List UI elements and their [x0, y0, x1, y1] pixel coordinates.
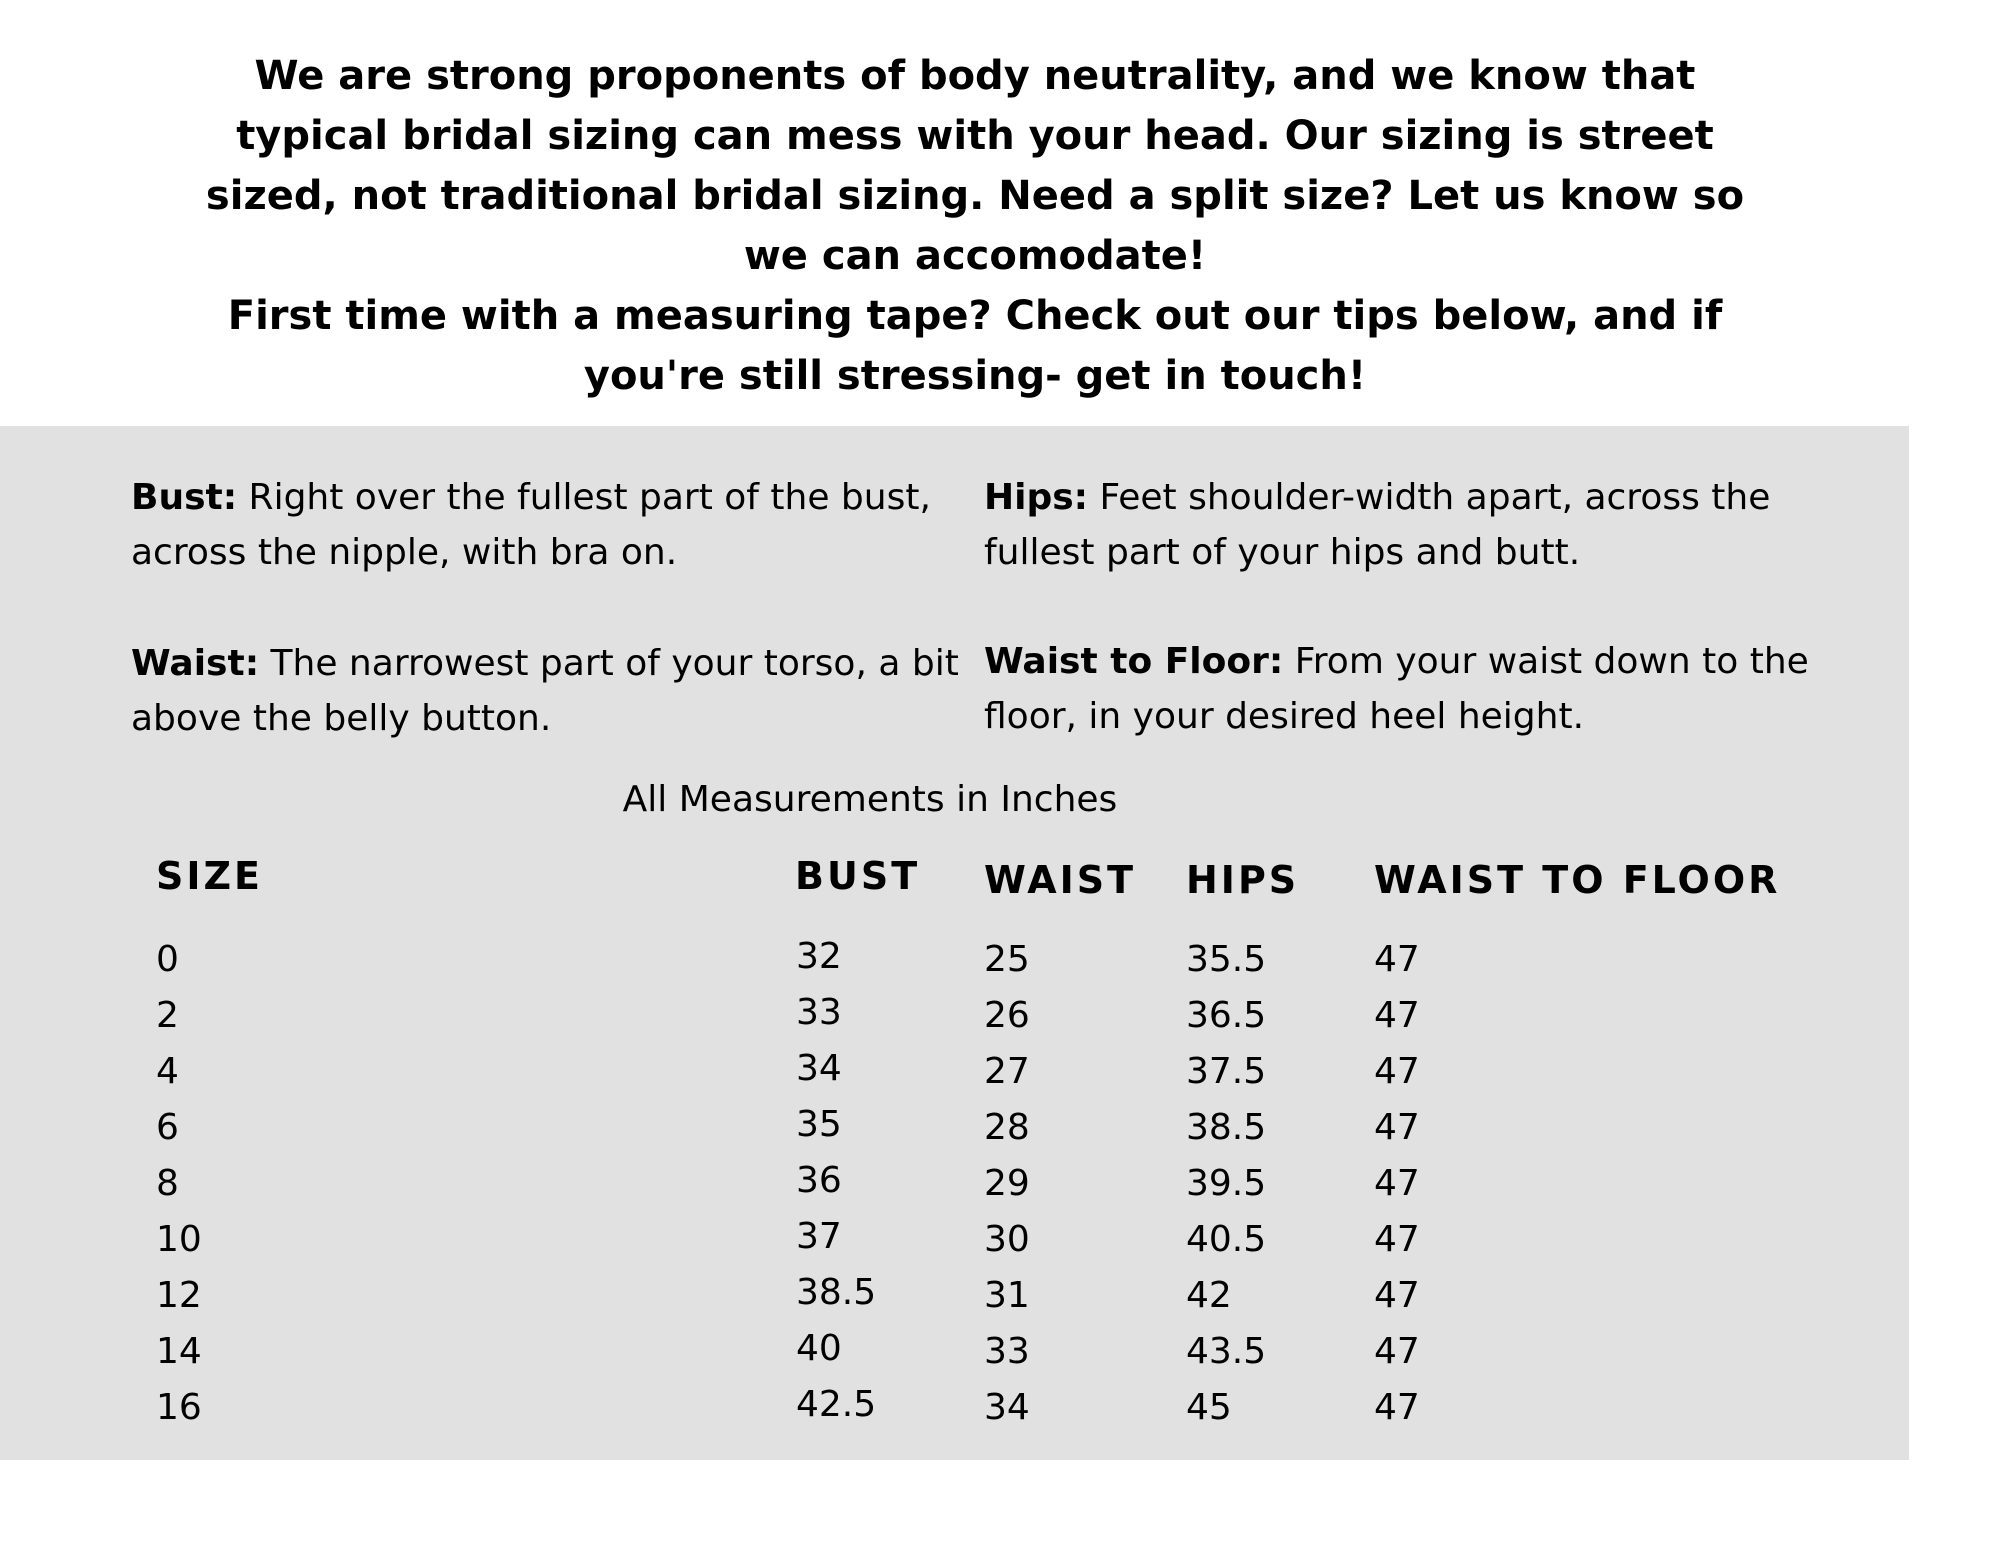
tip-waist-to-floor-text: From your waist down to the floor, in your desired heel height. — [984, 641, 1809, 737]
size-cell: 4 — [156, 1051, 179, 1092]
intro-line: we can accomodate! — [743, 233, 1207, 279]
waist-to-floor-cell: 47 — [1374, 1163, 1420, 1204]
intro-line: typical bridal sizing can mess with your head. Our sizing is street — [236, 113, 1714, 159]
size-cell: 12 — [156, 1275, 202, 1316]
size-cell: 14 — [156, 1331, 202, 1372]
waist-cell: 34 — [984, 1387, 1030, 1428]
column-header-bust: BUST — [795, 854, 921, 898]
column-header-hips: HIPS — [1186, 858, 1300, 902]
bust-cell: 36 — [796, 1160, 842, 1201]
tip-hips-text: Feet shoulder-width apart, across the fullest part of your hips and butt. — [984, 477, 1771, 573]
size-cell: 16 — [156, 1387, 202, 1428]
waist-cell: 33 — [984, 1331, 1030, 1372]
intro-message — [0, 0, 1950, 406]
hips-cell: 36.5 — [1186, 995, 1267, 1036]
waist-cell: 27 — [984, 1051, 1030, 1092]
waist-to-floor-cell: 47 — [1374, 1387, 1420, 1428]
tip-waist — [131, 636, 961, 746]
waist-to-floor-cell: 47 — [1374, 1275, 1420, 1316]
waist-to-floor-cell: 47 — [1374, 1219, 1420, 1260]
bust-cell: 35 — [796, 1104, 842, 1145]
hips-cell: 40.5 — [1186, 1219, 1267, 1260]
tip-hips-term: Hips: — [984, 477, 1089, 518]
measurement-unit-note: All Measurements in Inches — [622, 779, 1118, 820]
size-chart-panel — [0, 426, 1909, 1460]
size-cell: 8 — [156, 1163, 179, 1204]
bust-cell: 40 — [796, 1328, 842, 1369]
tip-waist-text: The narrowest part of your torso, a bit above the belly button. — [131, 643, 959, 739]
waist-cell: 30 — [984, 1219, 1030, 1260]
bust-cell: 34 — [796, 1048, 842, 1089]
bust-cell: 38.5 — [796, 1272, 877, 1313]
tip-bust-term: Bust: — [131, 477, 238, 518]
waist-to-floor-cell: 47 — [1374, 1107, 1420, 1148]
size-cell: 0 — [156, 939, 179, 980]
bust-cell: 37 — [796, 1216, 842, 1257]
intro-line: you're still stressing- get in touch! — [583, 353, 1367, 399]
waist-cell: 29 — [984, 1163, 1030, 1204]
waist-to-floor-cell: 47 — [1374, 995, 1420, 1036]
tip-hips — [984, 470, 1884, 580]
size-cell: 6 — [156, 1107, 179, 1148]
bust-cell: 42.5 — [796, 1384, 877, 1425]
hips-cell: 42 — [1186, 1275, 1232, 1316]
waist-to-floor-cell: 47 — [1374, 939, 1420, 980]
waist-cell: 26 — [984, 995, 1030, 1036]
bust-cell: 33 — [796, 992, 842, 1033]
bust-cell: 32 — [796, 936, 842, 977]
column-header-size: SIZE — [156, 854, 264, 898]
waist-cell: 28 — [984, 1107, 1030, 1148]
waist-to-floor-cell: 47 — [1374, 1051, 1420, 1092]
intro-line: We are strong proponents of body neutrality, and we know that — [254, 53, 1696, 99]
hips-cell: 39.5 — [1186, 1163, 1267, 1204]
hips-cell: 45 — [1186, 1387, 1232, 1428]
tip-waist-to-floor-term: Waist to Floor: — [984, 641, 1284, 682]
intro-line: First time with a measuring tape? Check out our tips below, and if — [227, 293, 1723, 339]
hips-cell: 38.5 — [1186, 1107, 1267, 1148]
size-cell: 10 — [156, 1219, 202, 1260]
waist-to-floor-cell: 47 — [1374, 1331, 1420, 1372]
column-header-waist-to-floor: WAIST TO FLOOR — [1374, 858, 1781, 902]
hips-cell: 43.5 — [1186, 1331, 1267, 1372]
hips-cell: 35.5 — [1186, 939, 1267, 980]
tip-bust-text: Right over the fullest part of the bust, across the nipple, with bra on. — [131, 477, 931, 573]
tip-waist-term: Waist: — [131, 643, 260, 684]
tip-bust — [131, 470, 961, 580]
waist-cell: 31 — [984, 1275, 1030, 1316]
column-header-waist: WAIST — [984, 858, 1137, 902]
intro-line: sized, not traditional bridal sizing. Need a split size? Let us know so — [205, 173, 1745, 219]
size-cell: 2 — [156, 995, 179, 1036]
hips-cell: 37.5 — [1186, 1051, 1267, 1092]
waist-cell: 25 — [984, 939, 1030, 980]
tip-waist-to-floor — [984, 634, 1904, 744]
